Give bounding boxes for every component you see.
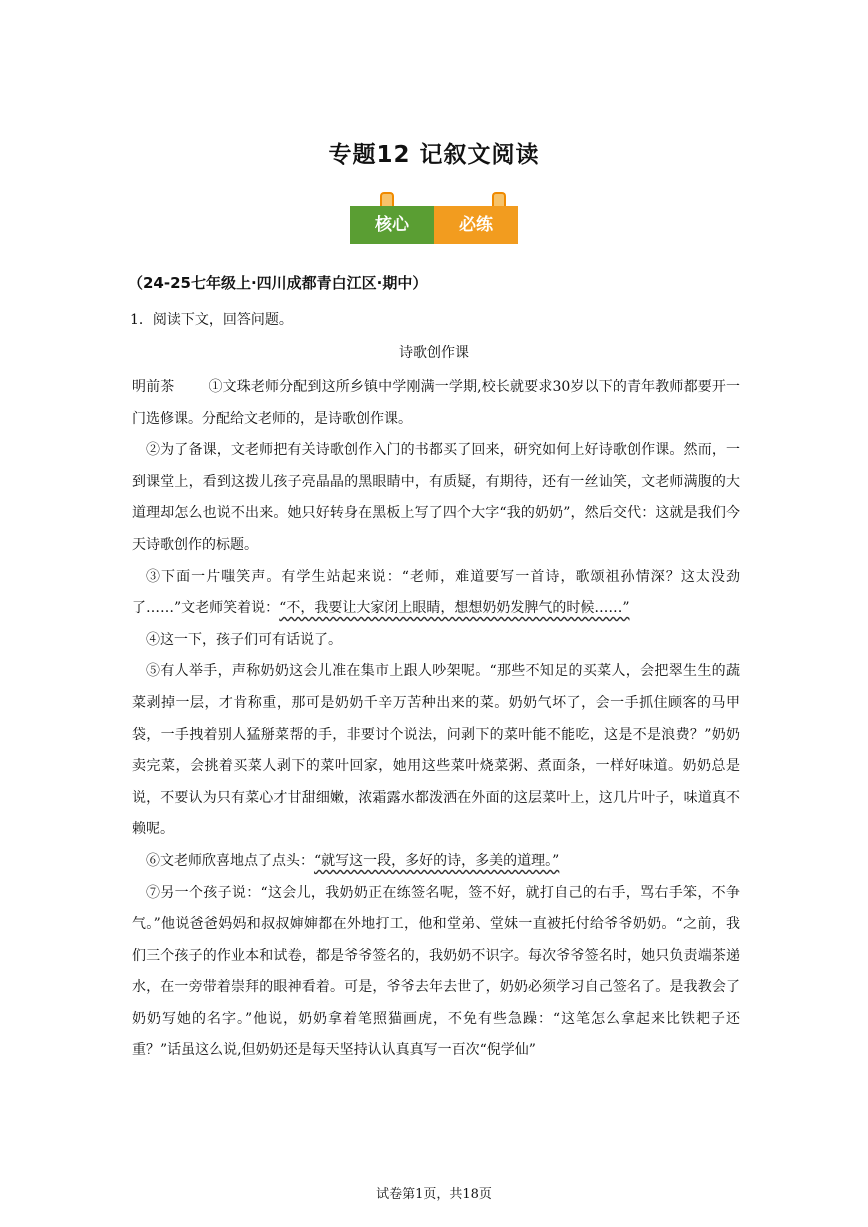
question-prompt: 1．阅读下文，回答问题。 xyxy=(130,312,293,328)
paragraph-7: ⑦另一个孩子说：“这会儿，我奶奶正在练签名呢，签不好，就打自己的右手，骂右手笨，不争气。”他说爸爸妈妈和叔叔婶婶都在外地打工，他和堂弟、堂妹一直被托付给爷爷奶奶。“之前，我们三个孩子的作业本和试卷，都是爷爷签名的，我奶奶不识字。每次爷爷签名时，她只负责端茶递水，在一旁带着崇拜的眼神看着。可是，爷爷去年去世了，奶奶必须学习自己签名了。是我教会了奶奶写她的名字。”他说，奶奶拿着笔照猫画虎，不免有些急躁：“这笔怎么拿起来比铁耙子还重？”话虽这么说,但奶奶还是每天坚持认认真真写一百次“倪学仙” xyxy=(132,884,740,1059)
paragraph-6: ⑥文老师欣喜地点了点头：“就写这一段，多好的诗，多美的道理。” xyxy=(146,852,560,869)
paragraph-4: ④这一下，孩子们可有话说了。 xyxy=(146,631,342,648)
question-source: （24-25七年级上·四川成都青白江区·期中） xyxy=(128,274,428,292)
badge-right-label: 必练 xyxy=(434,206,518,244)
article-author: 明前茶 xyxy=(132,379,175,395)
underlined-quote: “就写这一段，多好的诗，多美的道理。” xyxy=(314,852,560,869)
page-footer: 试卷第1页，共18页 xyxy=(376,1187,492,1202)
article-title: 诗歌创作课 xyxy=(399,345,469,361)
underlined-quote: “不，我要让大家闭上眼睛，想想奶奶发脾气的时候……” xyxy=(279,600,630,617)
paragraph-3: ③下面一片嗤笑声。有学生站起来说：“老师，难道要写一首诗，歌颂祖孙情深？这太没劲了……”文老师笑着说：“不，我要让大家闭上眼睛，想想奶奶发脾气的时候……” xyxy=(132,568,740,617)
section-badge xyxy=(350,192,518,248)
article-body xyxy=(132,372,740,1067)
paragraph-5: ⑤有人举手，声称奶奶这会儿准在集市上跟人吵架呢。“那些不知足的买菜人，会把翠生生的蔬菜剥掉一层，才肯称重，那可是奶奶千辛万苦种出来的菜。奶奶气坏了，会一手抓住顾客的马甲袋，一手拽着别人猛掰菜帮的手，非要讨个说法，问剥下的菜叶能不能吃，这是不是浪费？”奶奶卖完菜，会挑着买菜人剥下的菜叶回家，她用这些菜叶烧菜粥、煮面条，一样好味道。奶奶总是说，不要认为只有菜心才甘甜细嫩，浓霜露水都泼洒在外面的这层菜叶上，这几片叶子，味道真不赖呢。 xyxy=(132,663,740,838)
page-title: 专题12 记叙文阅读 xyxy=(328,142,540,168)
paragraph-1: 明前茶 ①文珠老师分配到这所乡镇中学刚满一学期,校长就要求30岁以下的青年教师都要开一门选修课。分配给文老师的，是诗歌创作课。 xyxy=(132,379,741,427)
paragraph-2: ②为了备课，文老师把有关诗歌创作入门的书都买了回来，研究如何上好诗歌创作课。然而，一到课堂上，看到这拨儿孩子亮晶晶的黑眼睛中，有质疑，有期待，还有一丝讪笑，文老师满腹的大道理却怎么也说不出来。她只好转身在黑板上写了四个大字“我的奶奶”，然后交代：这就是我们今天诗歌创作的标题。 xyxy=(132,442,740,553)
badge-left-label: 核心 xyxy=(350,206,434,244)
